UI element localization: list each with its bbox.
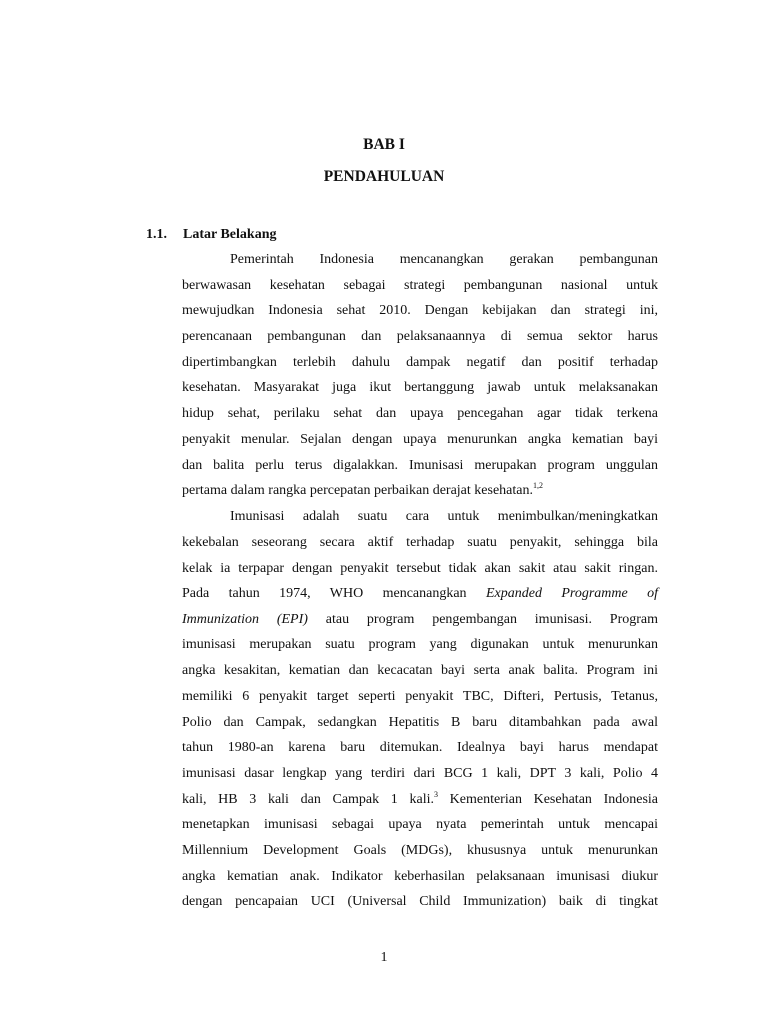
paragraph-line: imunisasi dasar lengkap yang terdiri dari BCG 1 kali, DPT 3 kali, Polio 4	[182, 766, 658, 781]
italic-term: Immunization (EPI)	[182, 612, 308, 627]
paragraph-line-text: Kementerian Kesehatan Indonesia	[449, 792, 659, 807]
paragraph-line: angka kematian anak. Indikator keberhasilan pelaksanaan imunisasi diukur	[182, 869, 658, 884]
paragraph-line: kelak ia terpapar dengan penyakit tersebut tidak akan sakit atau sakit ringan.	[182, 561, 658, 576]
paragraph-line: berwawasan kesehatan sebagai strategi pembangunan nasional untuk	[182, 278, 658, 293]
citation-superscript: 1,2	[532, 481, 543, 490]
paragraph-line: Pemerintah Indonesia mencanangkan gerakan pembangunan	[230, 252, 658, 267]
section-heading	[146, 226, 276, 244]
paragraph-line-text: Pada tahun 1974, WHO mencanangkan	[182, 586, 467, 601]
paragraph-line: angka kesakitan, kematian dan kecacatan bayi serta anak balita. Program ini	[182, 663, 658, 678]
chapter-title: PENDAHULUAN	[323, 168, 445, 185]
paragraph-line	[182, 585, 658, 603]
paragraph-line: imunisasi merupakan suatu program yang digunakan untuk menurunkan	[182, 637, 658, 652]
paragraph-line-text: pertama dalam rangka percepatan perbaikan derajat kesehatan.	[182, 483, 533, 498]
section-number: 1.1.	[146, 227, 167, 242]
paragraph-line: Polio dan Campak, sedangkan Hepatitis B baru ditambahkan pada awal	[182, 715, 658, 730]
paragraph-line: kesehatan. Masyarakat juga ikut bertanggung jawab untuk melaksanakan	[182, 380, 658, 395]
italic-term: Expanded Programme of	[485, 586, 659, 601]
paragraph-line: Imunisasi adalah suatu cara untuk menimbulkan/meningkatkan	[230, 509, 658, 524]
paragraph-line: dan balita perlu terus digalakkan. Imunisasi merupakan program unggulan	[182, 458, 658, 473]
paragraph-line: perencanaan pembangunan dan pelaksanaannya di semua sektor harus	[182, 329, 658, 344]
section-title: Latar Belakang	[183, 227, 277, 242]
paragraph-line: Millennium Development Goals (MDGs), khususnya untuk menurunkan	[182, 843, 658, 858]
paragraph-line-text: kali, HB 3 kali dan Campak 1 kali.	[182, 792, 434, 807]
paragraph-line	[182, 611, 658, 629]
citation-superscript: 3	[433, 790, 438, 799]
paragraph-line: dengan pencapaian UCI (Universal Child Immunization) baik di tingkat	[182, 894, 658, 909]
paragraph-line-text: atau program pengembangan imunisasi. Program	[325, 612, 659, 627]
paragraph-line: penyakit menular. Sejalan dengan upaya menurunkan angka kematian bayi	[182, 432, 658, 447]
page-number: 1	[380, 950, 388, 965]
paragraph-line: mewujudkan Indonesia sehat 2010. Dengan kebijakan dan strategi ini,	[182, 303, 658, 318]
paragraph-line: menetapkan imunisasi sebagai upaya nyata pemerintah untuk mencapai	[182, 817, 658, 832]
paragraph-line: hidup sehat, perilaku sehat dan upaya pencegahan agar tidak terkena	[182, 406, 658, 421]
paragraph-line	[182, 482, 658, 500]
paragraph-line: memiliki 6 penyakit target seperti penyakit TBC, Difteri, Pertusis, Tetanus,	[182, 689, 658, 704]
paragraph-line: dipertimbangkan terlebih dahulu dampak negatif dan positif terhadap	[182, 355, 658, 370]
paragraph-line: kekebalan seseorang secara aktif terhadap suatu penyakit, sehingga bila	[182, 535, 658, 550]
paragraph-line	[182, 791, 658, 809]
chapter-label: BAB I	[363, 136, 405, 153]
paragraph-line: tahun 1980-an karena baru ditemukan. Idealnya bayi harus mendapat	[182, 740, 658, 755]
